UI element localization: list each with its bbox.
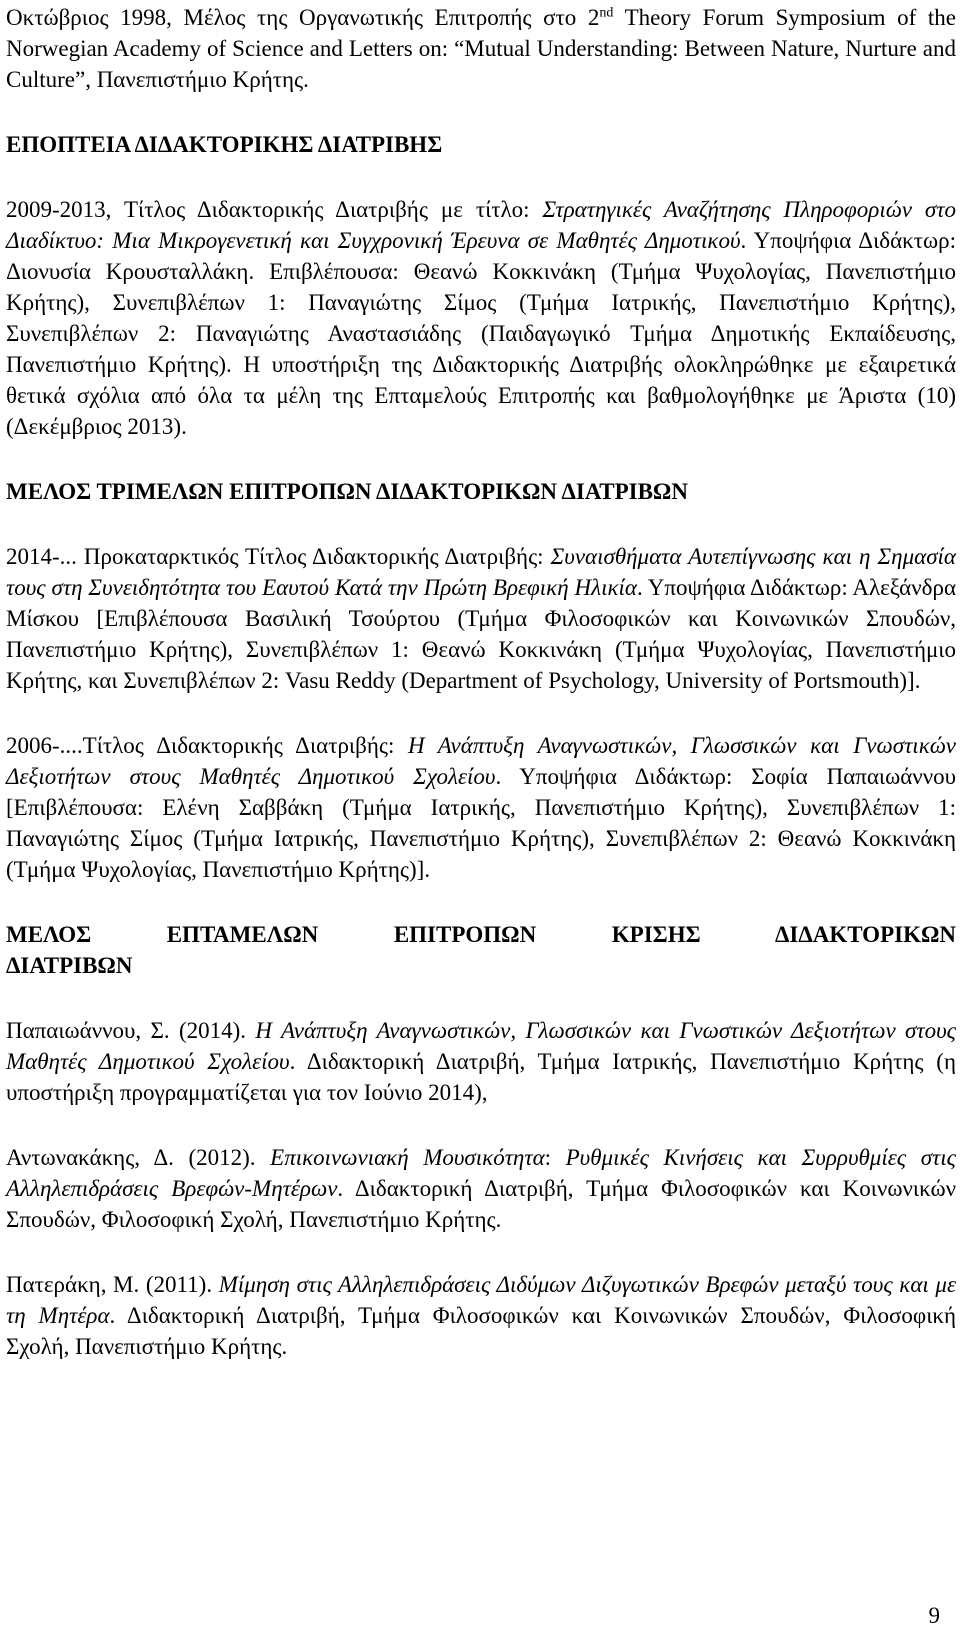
- seven-member-1-text-2: . Διδακτορική Διατριβή, Τμήμα Ιατρικής, Πανεπιστήμιο Κρήτης (η υποστήριξη προγραμματίζεται για τον Ιούνιο 2014),: [6, 1049, 956, 1105]
- seven-member-heading-line-2: ΔΙΑΤΡΙΒΩΝ: [6, 953, 133, 978]
- supervision-text-2: . Υποψήφια Διδάκτωρ: Διονυσία Κρουσταλλάκη. Επιβλέπουσα: Θεανώ Κοκκινάκη (Τμήμα Ψυχολογίας, Πανεπιστήμιο Κρήτης), Συνεπιβλέπων 1: Παναγιώτης Σίμος (Τμήμα Ιατρικής, Πανεπιστήμιο Κρήτης), Συνεπιβλέπων 2: Παναγιώτης Αναστασιάδης (Παιδαγωγικό Τμήμα Δημοτικής Εκπαίδευσης, Πανεπιστήμιο Κρήτης). Η υποστήριξη της Διδακτορικής Διατριβής ολοκληρώθηκε με εξαιρετικά θετικά σχόλια από όλα τα μέλη της Επταμελούς Επιτροπής και βαθμολογήθηκε με Άριστα (10) (Δεκέμβριος 2013).: [6, 228, 956, 439]
- seven-member-2-text-3: . Διδακτορική Διατριβή, Τμήμα Φιλοσοφικών και Κοινωνικών Σπουδών, Φιλοσοφική Σχολή, Πανεπιστήμιο Κρήτης.: [6, 1176, 956, 1232]
- three-member-1-title: Συναισθήματα Αυτεπίγνωσης και η Σημασία τους στη Συνειδητότητα του Εαυτού Κατά την Πρώτη Βρεφική Ηλικία: [6, 544, 956, 600]
- three-member-2-title: Η Ανάπτυξη Αναγνωστικών, Γλωσσικών και Γνωστικών Δεξιοτήτων στους Μαθητές Δημοτικού Σχολείου: [6, 733, 956, 789]
- seven-member-heading-line-1: ΜΕΛΟΣ ΕΠΤΑΜΕΛΩΝ ΕΠΙΤΡΟΠΩΝ ΚΡΙΣΗΣ ΔΙΔΑΚΤΟΡΙΚΩΝ: [6, 922, 956, 947]
- seven-member-heading: [6, 919, 956, 981]
- seven-member-entry-1: [6, 1015, 956, 1108]
- seven-member-3-text-1: Πατεράκη, Μ. (2011).: [6, 1272, 219, 1297]
- page-content: [6, 2, 956, 1396]
- intro-superscript: nd: [599, 5, 614, 21]
- seven-member-2-title-1: Επικοινωνιακή Μουσικότητα: [270, 1145, 545, 1170]
- three-member-entry-1: [6, 541, 956, 696]
- three-member-entry-2: [6, 730, 956, 885]
- seven-member-1-title: Η Ανάπτυξη Αναγνωστικών, Γλωσσικών και Γνωστικών Δεξιοτήτων στους Μαθητές Δημοτικού Σχολείου: [6, 1018, 956, 1074]
- intro-paragraph: [6, 2, 956, 95]
- seven-member-2-text-1: Αντωνακάκης, Δ. (2012).: [6, 1145, 271, 1170]
- seven-member-entry-2: [6, 1142, 956, 1235]
- seven-member-2-text-2: :: [544, 1145, 566, 1170]
- three-member-2-text-2: . Υποψήφια Διδάκτωρ: Σοφία Παπαιωάννου [Επιβλέπουσα: Ελένη Σαββάκη (Τμήμα Ιατρικής, Πανεπιστήμιο Κρήτης), Συνεπιβλέπων 1: Παναγιώτης Σίμος (Τμήμα Ιατρικής, Πανεπιστήμιο Κρήτης), Συνεπιβλέπων 2: Θεανώ Κοκκινάκη (Τμήμα Ψυχολογίας, Πανεπιστήμιο Κρήτης)].: [6, 764, 956, 882]
- three-member-2-text-1: 2006-....Τίτλος Διδακτορικής Διατριβής:: [6, 733, 408, 758]
- intro-text-1: Οκτώβριος 1998, Μέλος της Οργανωτικής Επιτροπής στο 2: [6, 5, 600, 30]
- seven-member-3-title: Μίμηση στις Αλληλεπιδράσεις Διδύμων Διζυγωτικών Βρεφών μεταξύ τους και με τη Μητέρα: [6, 1272, 957, 1328]
- seven-member-1-text-1: Παπαιωάννου, Σ. (2014).: [6, 1018, 256, 1043]
- supervision-text-1: 2009-2013, Τίτλος Διδακτορικής Διατριβής με τίτλο:: [6, 197, 543, 222]
- supervision-paragraph: [6, 194, 956, 442]
- seven-member-2-title-2: Ρυθμικές Κινήσεις και Συρρυθμίες στις Αλληλεπιδράσεις Βρεφών-Μητέρων: [6, 1145, 957, 1201]
- supervision-heading: ΕΠΟΠΤΕΙΑ ΔΙΔΑΚΤΟΡΙΚΗΣ ΔΙΑΤΡΙΒΗΣ: [6, 132, 443, 157]
- supervision-title: Στρατηγικές Αναζήτησης Πληροφοριών στο Διαδίκτυο: Μια Μικρογενετική και Συγχρονική Έρευνα σε Μαθητές Δημοτικού: [6, 197, 957, 253]
- three-member-1-text-1: 2014-... Προκαταρκτικός Τίτλος Διδακτορικής Διατριβής:: [6, 544, 551, 569]
- three-member-1-text-2: . Υποψήφια Διδάκτωρ: Αλεξάνδρα Μίσκου [Επιβλέπουσα Βασιλική Τσούρτου (Τμήμα Φιλοσοφικών και Κοινωνικών Σπουδών, Πανεπιστήμιο Κρήτης), Συνεπιβλέπων 1: Θεανώ Κοκκινάκη (Τμήμα Ψυχολογίας, Πανεπιστήμιο Κρήτης, και Συνεπιβλέπων 2: Vasu Reddy (Department of Psychology, University of Portsmouth)].: [6, 575, 956, 693]
- page-number: 9: [928, 1603, 940, 1628]
- intro-text-2: Theory Forum Symposium of the Norwegian Academy of Science and Letters on: “Mutual Understanding: Between Nature, Nurture and Culture”, Πανεπιστήμιο Κρήτης.: [6, 5, 956, 92]
- seven-member-3-text-2: . Διδακτορική Διατριβή, Τμήμα Φιλοσοφικών και Κοινωνικών Σπουδών, Φιλοσοφική Σχολή, Πανεπιστήμιο Κρήτης.: [6, 1303, 956, 1359]
- seven-member-entry-3: [6, 1269, 956, 1362]
- three-member-heading: ΜΕΛΟΣ ΤΡΙΜΕΛΩΝ ΕΠΙΤΡΟΠΩΝ ΔΙΔΑΚΤΟΡΙΚΩΝ ΔΙΑΤΡΙΒΩΝ: [6, 479, 688, 504]
